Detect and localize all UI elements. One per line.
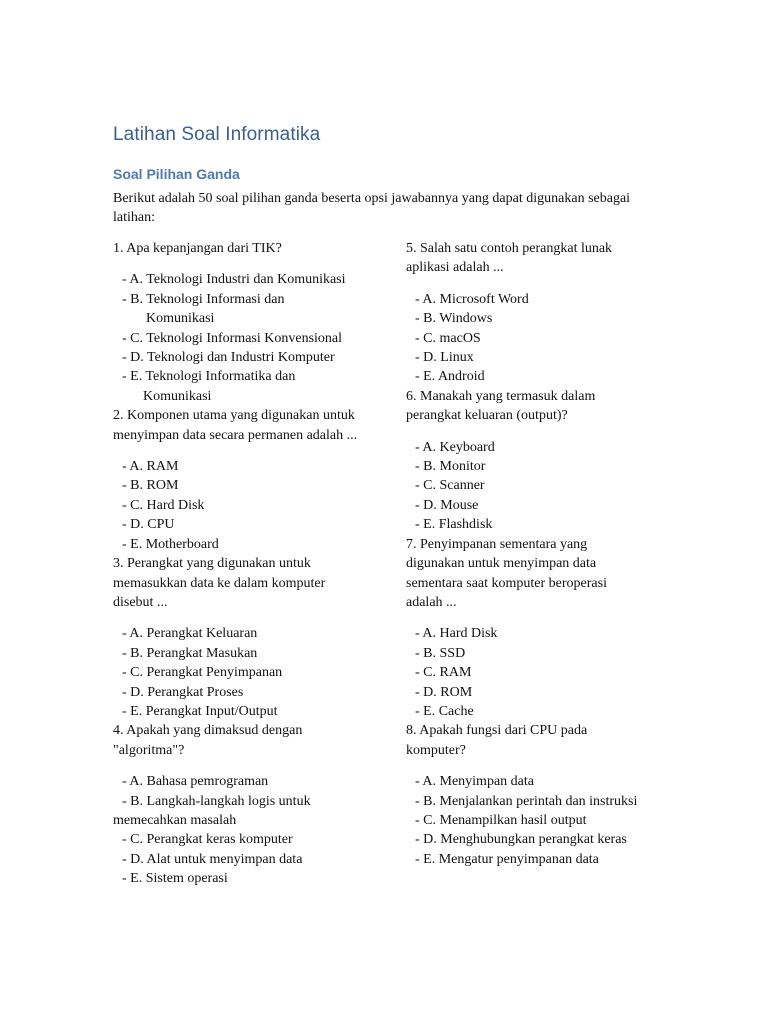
option-3b: - B. Perangkat Masukan [122, 645, 258, 661]
option-4e: - E. Sistem operasi [122, 871, 228, 887]
option-1d: - D. Teknologi dan Industri Komputer [122, 350, 335, 366]
option-8d: - D. Menghubungkan perangkat keras [415, 832, 627, 848]
option-8e: - E. Mengatur penyimpanan data [415, 851, 599, 867]
question-4-options [113, 772, 363, 888]
option-6b: - B. Monitor [415, 459, 486, 475]
question-2-options [113, 457, 363, 554]
option-7d: - D. ROM [415, 684, 473, 700]
option-2e: - E. Motherboard [122, 536, 219, 552]
option-8b: - B. Menjalankan perintah dan instruksi [415, 793, 638, 809]
option-1e: - E. Teknologi Informatika dan [122, 369, 296, 385]
option-1e-continued: Komunikasi [143, 388, 212, 404]
option-3c: - C. Perangkat Penyimpanan [122, 665, 283, 681]
question-4: 4. Apakah yang dimaksud dengan "algoritma"? [113, 723, 303, 758]
option-2b: - B. ROM [122, 478, 179, 494]
question-5: 5. Salah satu contoh perangkat lunak aplikasi adalah ... [406, 241, 613, 276]
left-column [113, 239, 363, 889]
option-4c: - C. Perangkat keras komputer [122, 832, 293, 848]
option-6e: - E. Flashdisk [415, 517, 493, 533]
option-3a: - A. Perangkat Keluaran [122, 626, 258, 642]
option-5d: - D. Linux [415, 350, 474, 366]
document-title: Latihan Soal Informatika [113, 124, 321, 145]
option-3d: - D. Perangkat Proses [122, 684, 244, 700]
question-1: 1. Apa kepanjangan dari TIK? [113, 241, 282, 256]
option-1b: - B. Teknologi Informasi dan [122, 291, 285, 307]
option-7a: - A. Hard Disk [415, 626, 498, 642]
option-4b-continued: memecahkan masalah [113, 812, 237, 828]
section-heading: Soal Pilihan Ganda [113, 166, 240, 182]
question-8-options [406, 772, 656, 869]
option-2d: - D. CPU [122, 517, 175, 533]
option-6c: - C. Scanner [415, 478, 485, 494]
option-8c: - C. Menampilkan hasil output [415, 812, 587, 828]
option-4b: - B. Langkah-langkah logis untuk [122, 793, 311, 809]
option-6d: - D. Mouse [415, 497, 479, 513]
option-2c: - C. Hard Disk [122, 497, 205, 513]
question-2: 2. Komponen utama yang digunakan untuk menyimpan data secara permanen adalah ... [113, 408, 358, 443]
option-7c: - C. RAM [415, 665, 472, 681]
option-7b: - B. SSD [415, 645, 466, 661]
option-5e: - E. Android [415, 369, 485, 385]
question-1-options [113, 270, 363, 406]
option-4d: - D. Alat untuk menyimpan data [122, 851, 303, 867]
option-5b: - B. Windows [415, 311, 493, 327]
right-column [406, 239, 656, 869]
option-1a: - A. Teknologi Industri dan Komunikasi [122, 272, 346, 288]
question-3: 3. Perangkat yang digunakan untuk memasukkan data ke dalam komputer disebut ... [113, 556, 326, 610]
option-1c: - C. Teknologi Informasi Konvensional [122, 330, 343, 346]
option-8a: - A. Menyimpan data [415, 774, 534, 790]
option-1b-continued: Komunikasi [146, 311, 215, 327]
option-5a: - A. Microsoft Word [415, 291, 529, 307]
question-5-options [406, 290, 656, 387]
option-5c: - C. macOS [415, 330, 481, 346]
question-7: 7. Penyimpanan sementara yang digunakan untuk menyimpan data sementara saat komputer beroperasi adalah ... [406, 536, 607, 610]
question-3-options [113, 624, 363, 721]
question-6: 6. Manakah yang termasuk dalam perangkat keluaran (output)? [406, 388, 596, 424]
option-6a: - A. Keyboard [415, 439, 495, 455]
option-2a: - A. RAM [122, 459, 179, 475]
intro-paragraph: Berikut adalah 50 soal pilihan ganda beserta opsi jawabannya yang dapat digunakan sebagai latihan: [113, 191, 631, 225]
option-4a: - A. Bahasa pemrograman [122, 774, 269, 790]
question-6-options [406, 438, 656, 535]
option-3e: - E. Perangkat Input/Output [122, 703, 278, 719]
question-8: 8. Apakah fungsi dari CPU pada komputer? [406, 723, 588, 758]
question-7-options [406, 624, 656, 721]
option-7e: - E. Cache [415, 703, 474, 719]
